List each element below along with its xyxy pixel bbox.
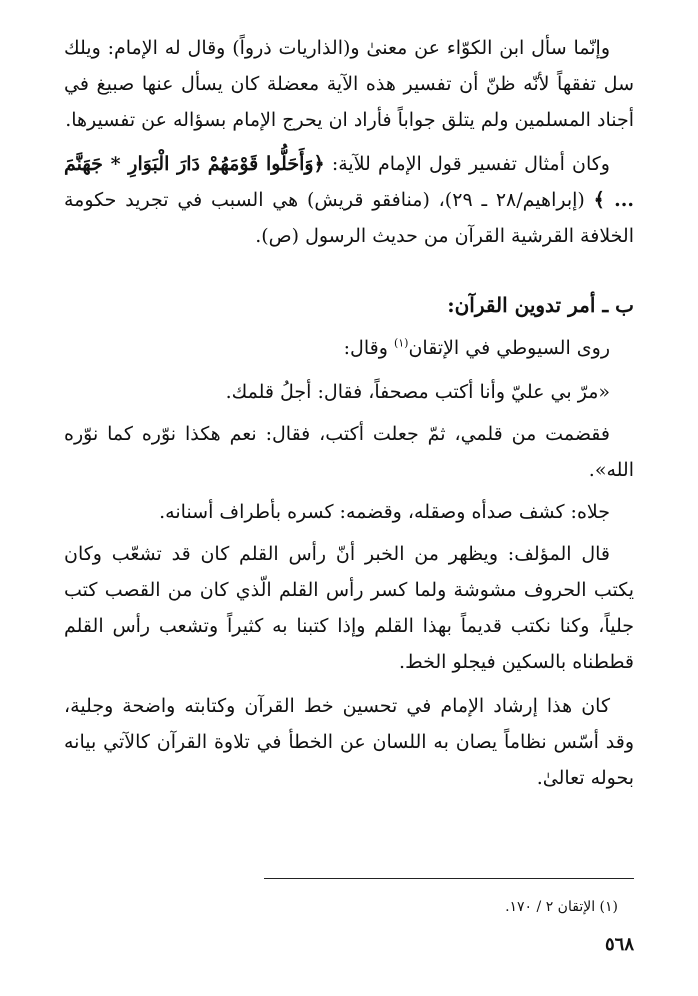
footnote-divider xyxy=(264,878,634,879)
paragraph-quran-verse xyxy=(64,146,634,254)
paragraph-author-comment: قال المؤلف: ويظهر من الخبر أنّ رأس القلم كان قد تشعّب وكان يكتب الحروف مشوشة ولما كسر رأس القلم الّذي كان من القصب كتب جلياً، وكنا نكتب قديماً بهذا القلم وإذا كتبنا به كثيراً وتشعب رأس القلم قططناه بالسكين فيجلو الخط. xyxy=(64,543,634,673)
verse-rest-text: (إبراهيم/٢٨ ـ ٢٩)، (منافقو قريش) هي السبب في تجريد حكومة الخلافة القرشية القرآن من حديث الرسول (ص). xyxy=(64,189,634,247)
quote-line-2: فقضمت من قلمي، ثمّ جعلت أكتب، فقال: نعم هكذا نوّره كما نوّره الله». xyxy=(64,423,634,481)
verse-lead-text: وكان أمثال تفسير قول الإمام للآية: xyxy=(324,153,610,175)
quote-line-1: «مرّ بي عليّ وأنا أكتب مصحفاً، فقال: أجلُ قلمك. xyxy=(225,381,610,403)
footnote-reference[interactable]: (١) xyxy=(393,336,409,350)
page-body xyxy=(64,30,634,804)
suyuti-intro-text: روى السيوطي في الإتقان xyxy=(408,337,610,359)
footnote: (١) الإتقان ٢ / ١٧٠. xyxy=(505,899,618,915)
paragraph-ibn-alkawwa: وإنّما سأل ابن الكوّاء عن معنىٰ و(الذاريات ذرواً) وقال له الإمام: ويلك سل تفقهاً لأنّه ظنّ أن تفسير هذه الآية معضلة كان يسأل عنها صبيغ في أجناد المسلمين ولم يتلق جواباً فأراد ان يحرج الإمام بسؤاله عن تفسيرها. xyxy=(64,37,634,131)
paragraph-suyuti-intro xyxy=(64,330,634,366)
quran-verse: ﴿وَأَحَلُّوا قَوْمَهُمْ دَارَ الْبَوَارِ * جَهَنَّمَ ... ﴾ xyxy=(64,153,634,211)
paragraph-imam-guidance: كان هذا إرشاد الإمام في تحسين خط القرآن وكتابته واضحة وجلية، وقد أسّس نظاماً يصان به اللسان عن الخطأ في تلاوة القرآن كالآتي بيانه بحوله تعالىٰ. xyxy=(64,695,634,789)
section-heading: ب ـ أمر تدوين القرآن: xyxy=(447,293,634,317)
quote-line-gloss: جلاه: كشف صدأه وصقله، وقضمه: كسره بأطراف أسنانه. xyxy=(159,501,610,523)
page-number: ٥٦٨ xyxy=(604,934,634,955)
suyuti-intro-after: وقال: xyxy=(343,337,394,359)
